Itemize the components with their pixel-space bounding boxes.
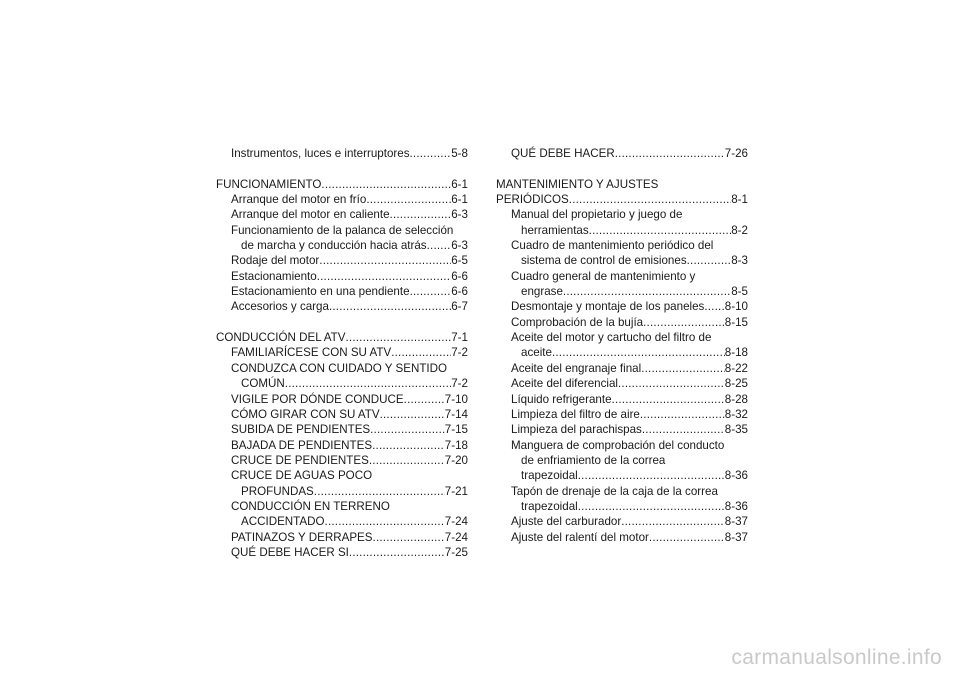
toc-page-number: 8-15 bbox=[724, 315, 748, 329]
toc-entry-title: QUÉ DEBE HACER bbox=[511, 147, 615, 160]
dot-leader bbox=[704, 299, 724, 314]
toc-entry-text: Cuadro general de mantenimiento y bbox=[511, 269, 696, 283]
toc-entry[interactable] bbox=[496, 284, 748, 299]
toc-entry-title: aceite bbox=[521, 346, 552, 360]
toc-entry-title: Instrumentos, luces e interruptores bbox=[231, 147, 410, 160]
toc-page-number: 6-6 bbox=[451, 285, 468, 299]
toc-entry[interactable] bbox=[496, 146, 748, 161]
toc-entry[interactable] bbox=[496, 315, 748, 330]
toc-entry-title: Estacionamiento en una pendiente bbox=[231, 285, 410, 299]
toc-entry-title: Limpieza del parachispas bbox=[511, 423, 642, 437]
toc-page-number: 7-24 bbox=[444, 530, 468, 544]
toc-page-number: 8-3 bbox=[731, 254, 748, 268]
dot-leader bbox=[578, 468, 725, 483]
toc-entry-title: herramientas bbox=[521, 223, 589, 237]
toc-entry[interactable] bbox=[496, 392, 748, 407]
toc-entry[interactable] bbox=[496, 530, 748, 545]
dot-leader bbox=[569, 192, 731, 207]
toc-page-number: 7-24 bbox=[444, 515, 468, 529]
toc-entry[interactable] bbox=[496, 345, 748, 360]
dot-leader bbox=[618, 376, 725, 391]
toc-page-number: 8-28 bbox=[724, 392, 748, 406]
toc-entry[interactable] bbox=[216, 207, 468, 222]
toc-entry-title: Ajuste del ralentí del motor bbox=[511, 530, 649, 544]
dot-leader bbox=[319, 253, 451, 268]
toc-entry[interactable] bbox=[216, 299, 468, 314]
toc-page-number: 7-2 bbox=[451, 346, 468, 360]
dot-leader bbox=[372, 438, 445, 453]
toc-entry-text: Manual del propietario y juego de bbox=[511, 208, 683, 222]
toc-page-number: 7-26 bbox=[724, 147, 748, 160]
toc-page-number: 8-32 bbox=[724, 407, 748, 421]
toc-page-number: 8-5 bbox=[731, 285, 748, 299]
toc-page-number: 8-35 bbox=[724, 423, 748, 437]
toc-page-number: 7-1 bbox=[451, 331, 468, 345]
toc-entry-title: Accesorios y carga bbox=[231, 300, 329, 314]
dot-leader bbox=[329, 299, 451, 314]
toc-entry[interactable] bbox=[216, 269, 468, 284]
toc-entry-title: BAJADA DE PENDIENTES bbox=[231, 438, 373, 452]
toc-entry-text: Funcionamiento de la palanca de selección bbox=[231, 223, 454, 237]
toc-entry-title: FUNCIONAMIENTO bbox=[216, 177, 322, 191]
dot-leader bbox=[390, 207, 452, 222]
spacer bbox=[216, 161, 468, 176]
toc-entry-title: Ajuste del carburador bbox=[511, 515, 622, 529]
toc-page-number: 7-20 bbox=[444, 453, 468, 467]
toc-page-number: 8-36 bbox=[724, 469, 748, 483]
toc-section-entry[interactable] bbox=[216, 177, 468, 192]
toc-page-number: 6-1 bbox=[451, 193, 468, 207]
toc-page-number: 8-37 bbox=[724, 530, 748, 544]
toc-entry-title: de marcha y conducción hacia atrás bbox=[241, 239, 427, 253]
toc-entry[interactable] bbox=[496, 376, 748, 391]
toc-page-number: 8-25 bbox=[724, 377, 748, 391]
toc-page-number: 7-10 bbox=[444, 392, 468, 406]
dot-leader bbox=[321, 177, 451, 192]
toc-entry-title: SUBIDA DE PENDIENTES bbox=[231, 423, 371, 437]
toc-entry[interactable] bbox=[216, 407, 468, 422]
toc-entry-title: VIGILE POR DÓNDE CONDUCE bbox=[231, 392, 404, 406]
toc-entry-title: ACCIDENTADO bbox=[241, 515, 325, 529]
toc-entry-title: PERIÓDICOS bbox=[496, 193, 569, 207]
dot-leader bbox=[345, 330, 451, 345]
toc-entry[interactable] bbox=[496, 299, 748, 314]
toc-entry[interactable] bbox=[496, 422, 748, 437]
toc-section-entry[interactable] bbox=[496, 192, 748, 207]
toc-entry[interactable] bbox=[216, 284, 468, 299]
toc-entry-title: trapezoidal bbox=[521, 499, 578, 513]
toc-entry-title: Rodaje del motor bbox=[231, 254, 320, 268]
toc-entry-title: trapezoidal bbox=[521, 469, 578, 483]
dot-leader bbox=[410, 146, 452, 161]
toc-entry[interactable] bbox=[216, 238, 468, 253]
toc-entry-title: Aceite del diferencial bbox=[511, 377, 618, 391]
dot-leader bbox=[366, 192, 451, 207]
toc-entry[interactable] bbox=[216, 392, 468, 407]
toc-entry-title: CRUCE DE PENDIENTES bbox=[231, 453, 369, 467]
toc-entry-title: PROFUNDAS bbox=[241, 484, 314, 498]
toc-entry-title: QUÉ DEBE HACER SI bbox=[231, 545, 349, 559]
dot-leader bbox=[427, 238, 452, 253]
toc-entry-text: de enfriamiento de la correa bbox=[521, 453, 666, 467]
toc-entry[interactable] bbox=[496, 514, 748, 529]
toc-entry[interactable] bbox=[496, 253, 748, 268]
dot-leader bbox=[643, 315, 725, 330]
toc-entry[interactable] bbox=[216, 545, 468, 560]
dot-leader bbox=[325, 514, 445, 529]
toc-entry[interactable] bbox=[216, 484, 468, 499]
toc-entry-text: Tapón de drenaje de la caja de la correa bbox=[511, 484, 718, 498]
toc-page-number: 7-25 bbox=[444, 545, 468, 559]
toc-entry[interactable] bbox=[496, 407, 748, 422]
toc-entry-title: Comprobación de la bujía bbox=[511, 315, 644, 329]
dot-leader bbox=[404, 392, 445, 407]
toc-entry-title: Aceite del engranaje final bbox=[511, 361, 642, 375]
dot-leader bbox=[349, 545, 445, 560]
toc-entry[interactable] bbox=[216, 345, 468, 360]
toc-entry[interactable] bbox=[216, 453, 468, 468]
spacer bbox=[496, 161, 748, 176]
toc-right-column bbox=[496, 146, 748, 545]
toc-page-number: 6-3 bbox=[451, 208, 468, 222]
toc-entry-title: Limpieza del filtro de aire bbox=[511, 407, 640, 421]
dot-leader bbox=[563, 284, 731, 299]
dot-leader bbox=[612, 392, 725, 407]
toc-entry-text: Cuadro de mantenimiento periódico del bbox=[511, 239, 714, 253]
toc-page-number: 6-6 bbox=[451, 269, 468, 283]
spacer bbox=[216, 315, 468, 330]
toc-left-column bbox=[216, 146, 468, 560]
toc-entry-title: Arranque del motor en frío bbox=[231, 193, 367, 207]
toc-entry[interactable] bbox=[216, 438, 468, 453]
toc-page-number: 6-5 bbox=[451, 254, 468, 268]
dot-leader bbox=[552, 345, 725, 360]
toc-entry[interactable] bbox=[216, 376, 468, 391]
toc-page-number: 8-18 bbox=[724, 346, 748, 360]
dot-leader bbox=[373, 530, 445, 545]
toc-entry-text: CRUCE DE AGUAS POCO bbox=[231, 469, 373, 483]
dot-leader bbox=[641, 361, 725, 376]
dot-leader bbox=[578, 499, 725, 514]
dot-leader bbox=[370, 422, 445, 437]
dot-leader bbox=[640, 407, 725, 422]
toc-entry-title: engrase bbox=[521, 285, 563, 299]
dot-leader bbox=[410, 284, 452, 299]
toc-entry-text: Manguera de comprobación del conducto bbox=[511, 438, 725, 452]
toc-page-number: 8-10 bbox=[724, 300, 748, 314]
toc-entry-text: CONDUCCIÓN EN TERRENO bbox=[231, 499, 390, 513]
toc-section-heading: MANTENIMIENTO Y AJUSTES bbox=[496, 177, 659, 191]
toc-page-number: 8-37 bbox=[724, 515, 748, 529]
dot-leader bbox=[369, 453, 445, 468]
toc-page-number: 7-2 bbox=[451, 377, 468, 391]
toc-page-number: 8-36 bbox=[724, 499, 748, 513]
toc-entry[interactable] bbox=[496, 223, 748, 238]
toc-section-entry[interactable] bbox=[216, 330, 468, 345]
dot-leader bbox=[317, 269, 452, 284]
toc-entry-title: Arranque del motor en caliente bbox=[231, 208, 390, 222]
dot-leader bbox=[285, 376, 451, 391]
toc-entry-title: COMÚN bbox=[241, 377, 285, 391]
dot-leader bbox=[380, 407, 445, 422]
toc-entry[interactable] bbox=[496, 499, 748, 514]
dot-leader bbox=[687, 253, 732, 268]
toc-page-number: 8-22 bbox=[724, 361, 748, 375]
toc-entry[interactable] bbox=[496, 361, 748, 376]
toc-page-number: 7-18 bbox=[444, 438, 468, 452]
dot-leader bbox=[589, 223, 732, 238]
toc-entry-title: CÓMO GIRAR CON SU ATV bbox=[231, 407, 380, 421]
toc-page-number: 8-2 bbox=[731, 223, 748, 237]
dot-leader bbox=[649, 530, 725, 545]
toc-entry-text: CONDUZCA CON CUIDADO Y SENTIDO bbox=[231, 361, 448, 375]
dot-leader bbox=[314, 484, 445, 499]
toc-entry-title: Estacionamiento bbox=[231, 269, 317, 283]
toc-entry-text: Aceite del motor y cartucho del filtro de bbox=[511, 331, 712, 345]
watermark: carmanualsonline.info bbox=[731, 646, 942, 669]
toc-entry[interactable] bbox=[216, 422, 468, 437]
toc-entry[interactable] bbox=[216, 146, 468, 161]
toc-page-number: 7-21 bbox=[444, 484, 468, 498]
toc-page-number: 5-8 bbox=[451, 147, 468, 160]
toc-entry-title: PATINAZOS Y DERRAPES bbox=[231, 530, 373, 544]
toc-page-number: 6-7 bbox=[451, 300, 468, 314]
toc-entry-title: Desmontaje y montaje de los paneles bbox=[511, 300, 705, 314]
toc-entry-title: sistema de control de emisiones bbox=[521, 254, 687, 268]
dot-leader bbox=[615, 146, 725, 161]
toc-entry[interactable] bbox=[216, 192, 468, 207]
dot-leader bbox=[642, 422, 725, 437]
dot-leader bbox=[391, 345, 451, 360]
toc-entry-title: Líquido refrigerante bbox=[511, 392, 612, 406]
dot-leader bbox=[621, 514, 725, 529]
toc-entry[interactable] bbox=[216, 514, 468, 529]
toc-entry[interactable] bbox=[216, 530, 468, 545]
toc-page-number: 6-1 bbox=[451, 177, 468, 191]
toc-page-number: 8-1 bbox=[731, 193, 748, 207]
toc-entry[interactable] bbox=[216, 253, 468, 268]
toc-page-number: 7-14 bbox=[444, 407, 468, 421]
toc-entry-title: CONDUCCIÓN DEL ATV bbox=[216, 331, 346, 345]
toc-entry-title: FAMILIARÍCESE CON SU ATV bbox=[231, 346, 392, 360]
toc-entry[interactable] bbox=[496, 468, 748, 483]
toc-page-number: 7-15 bbox=[444, 423, 468, 437]
toc-page-number: 6-3 bbox=[451, 239, 468, 253]
